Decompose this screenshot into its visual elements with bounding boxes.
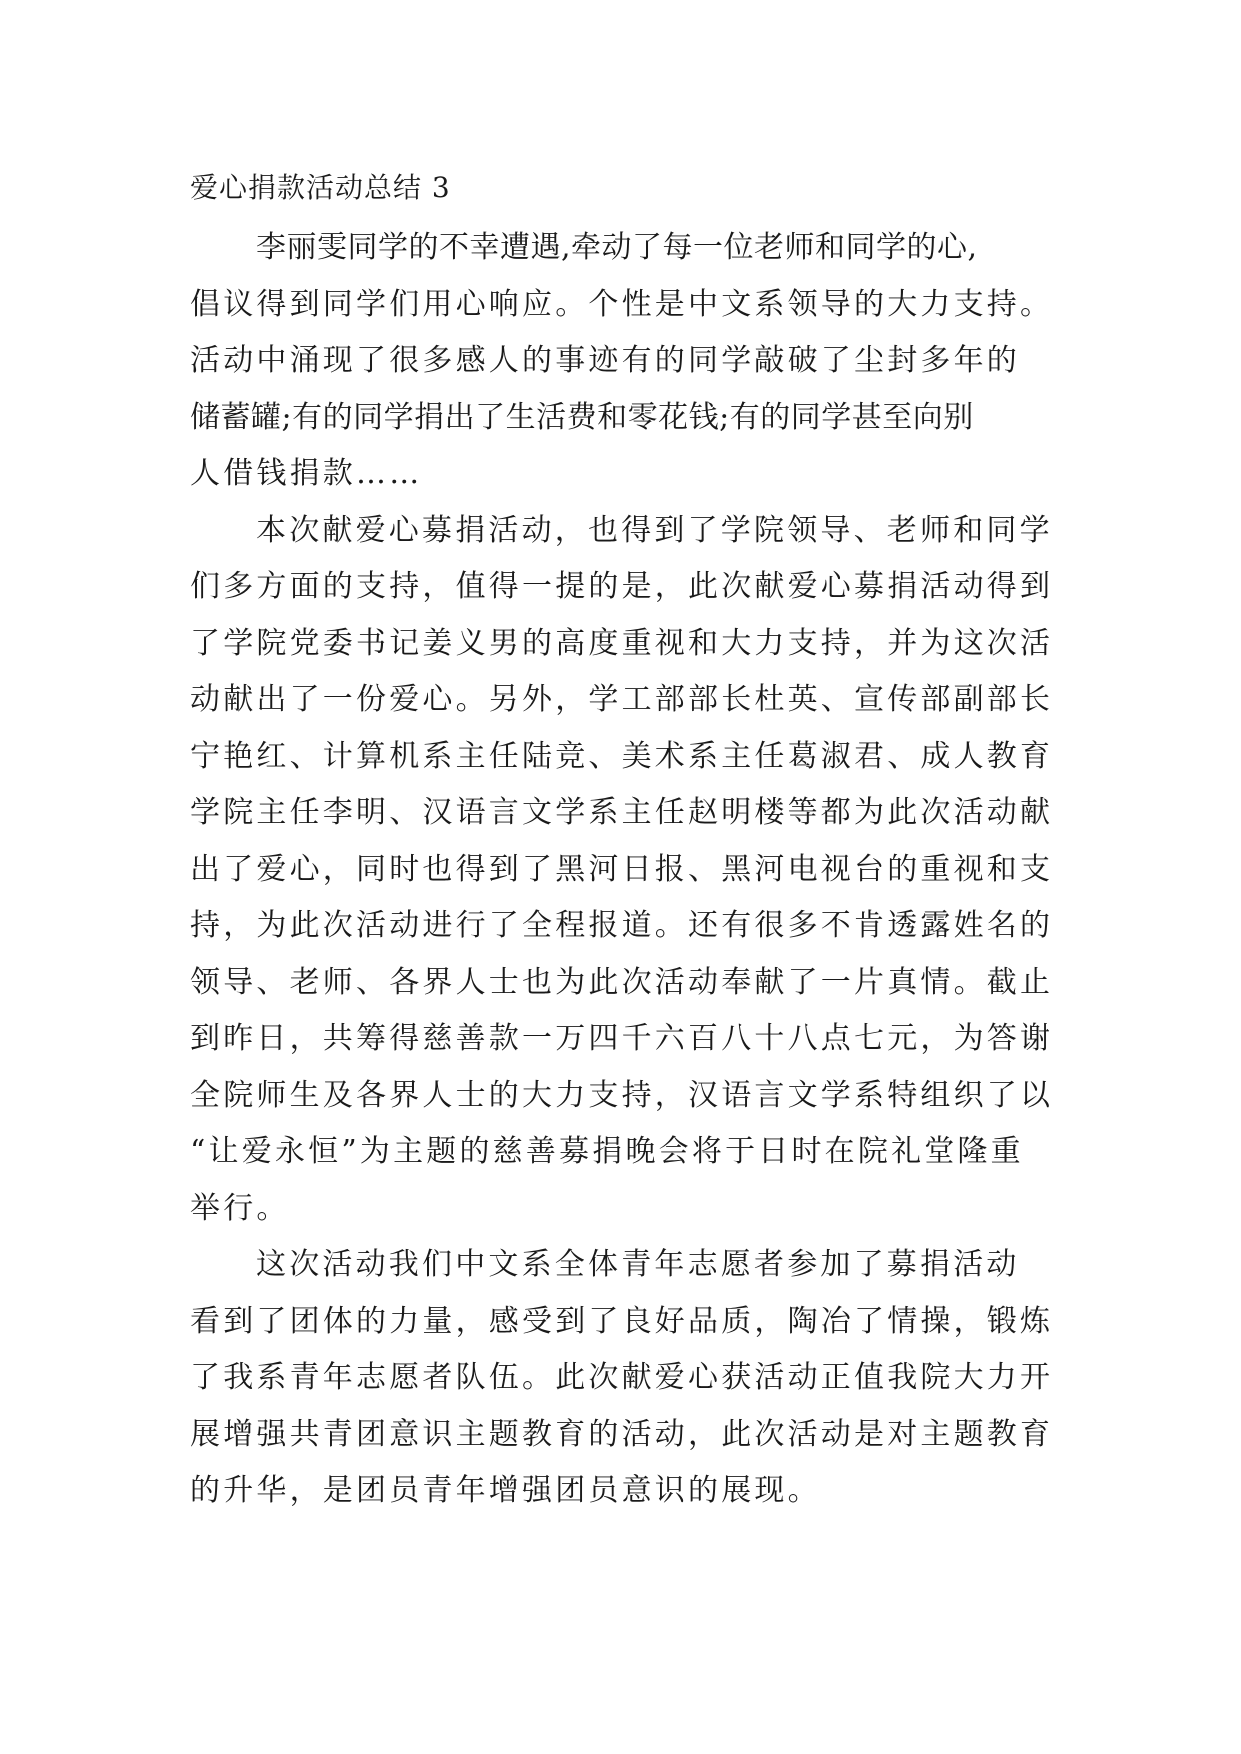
text-line: 了我系青年志愿者队伍。此次献爱心获活动正值我院大力开 [190, 1360, 1054, 1395]
text-line: 了学院党委书记姜义男的高度重视和大力支持，并为这次活 [190, 625, 1054, 661]
text-line: 们多方面的支持，值得一提的是，此次献爱心募捐活动得到 [190, 569, 1054, 604]
text-line: “让爱永恒”为主题的慈善募捐晚会将于日时在院礼堂隆重 [190, 1134, 1024, 1169]
text-line: 持，为此次活动进行了全程报道。还有很多不肯透露姓名的 [190, 908, 1054, 943]
text-line: 李丽雯同学的不幸遭遇,牵动了每一位老师和同学的心, [256, 230, 978, 265]
document-title: 爱心捐款活动总结 3 [190, 171, 451, 204]
text-line: 看到了团体的力量，感受到了良好品质，陶冶了情操，锻炼 [190, 1303, 1054, 1339]
document-body [190, 220, 1054, 1520]
text-line: 展增强共青团意识主题教育的活动，此次活动是对主题教育 [190, 1416, 1054, 1452]
text-line: 全院师生及各界人士的大力支持，汉语言文学系特组织了以 [190, 1077, 1054, 1113]
text-line: 人借钱捐款…… [190, 456, 423, 491]
text-line: 举行。 [190, 1190, 290, 1226]
text-line: 动献出了一份爱心。另外，学工部部长杜英、宣传部副部长 [190, 682, 1054, 717]
text-line: 到昨日，共筹得慈善款一万四千六百八十八点七元，为答谢 [190, 1021, 1054, 1056]
text-line: 这次活动我们中文系全体青年志愿者参加了募捐活动 [256, 1247, 1020, 1282]
text-line: 本次献爱心募捐活动，也得到了学院领导、老师和同学 [256, 512, 1053, 548]
text-line: 活动中涌现了很多感人的事迹有的同学敲破了尘封多年的 [190, 343, 1020, 378]
text-line: 出了爱心，同时也得到了黑河日报、黑河电视台的重视和支 [190, 851, 1054, 887]
text-line: 领导、老师、各界人士也为此次活动奉献了一片真情。截止 [190, 964, 1054, 1000]
text-line: 储蓄罐;有的同学捐出了生活费和零花钱;有的同学甚至向别 [190, 399, 974, 435]
text-line: 学院主任李明、汉语言文学系主任赵明楼等都为此次活动献 [190, 795, 1054, 830]
text-line: 宁艳红、计算机系主任陆竞、美术系主任葛淑君、成人教育 [190, 738, 1054, 774]
text-line: 的升华，是团员青年增强团员意识的展现。 [190, 1473, 821, 1508]
text-line: 倡议得到同学们用心响应。个性是中文系领导的大力支持。 [190, 286, 1054, 322]
